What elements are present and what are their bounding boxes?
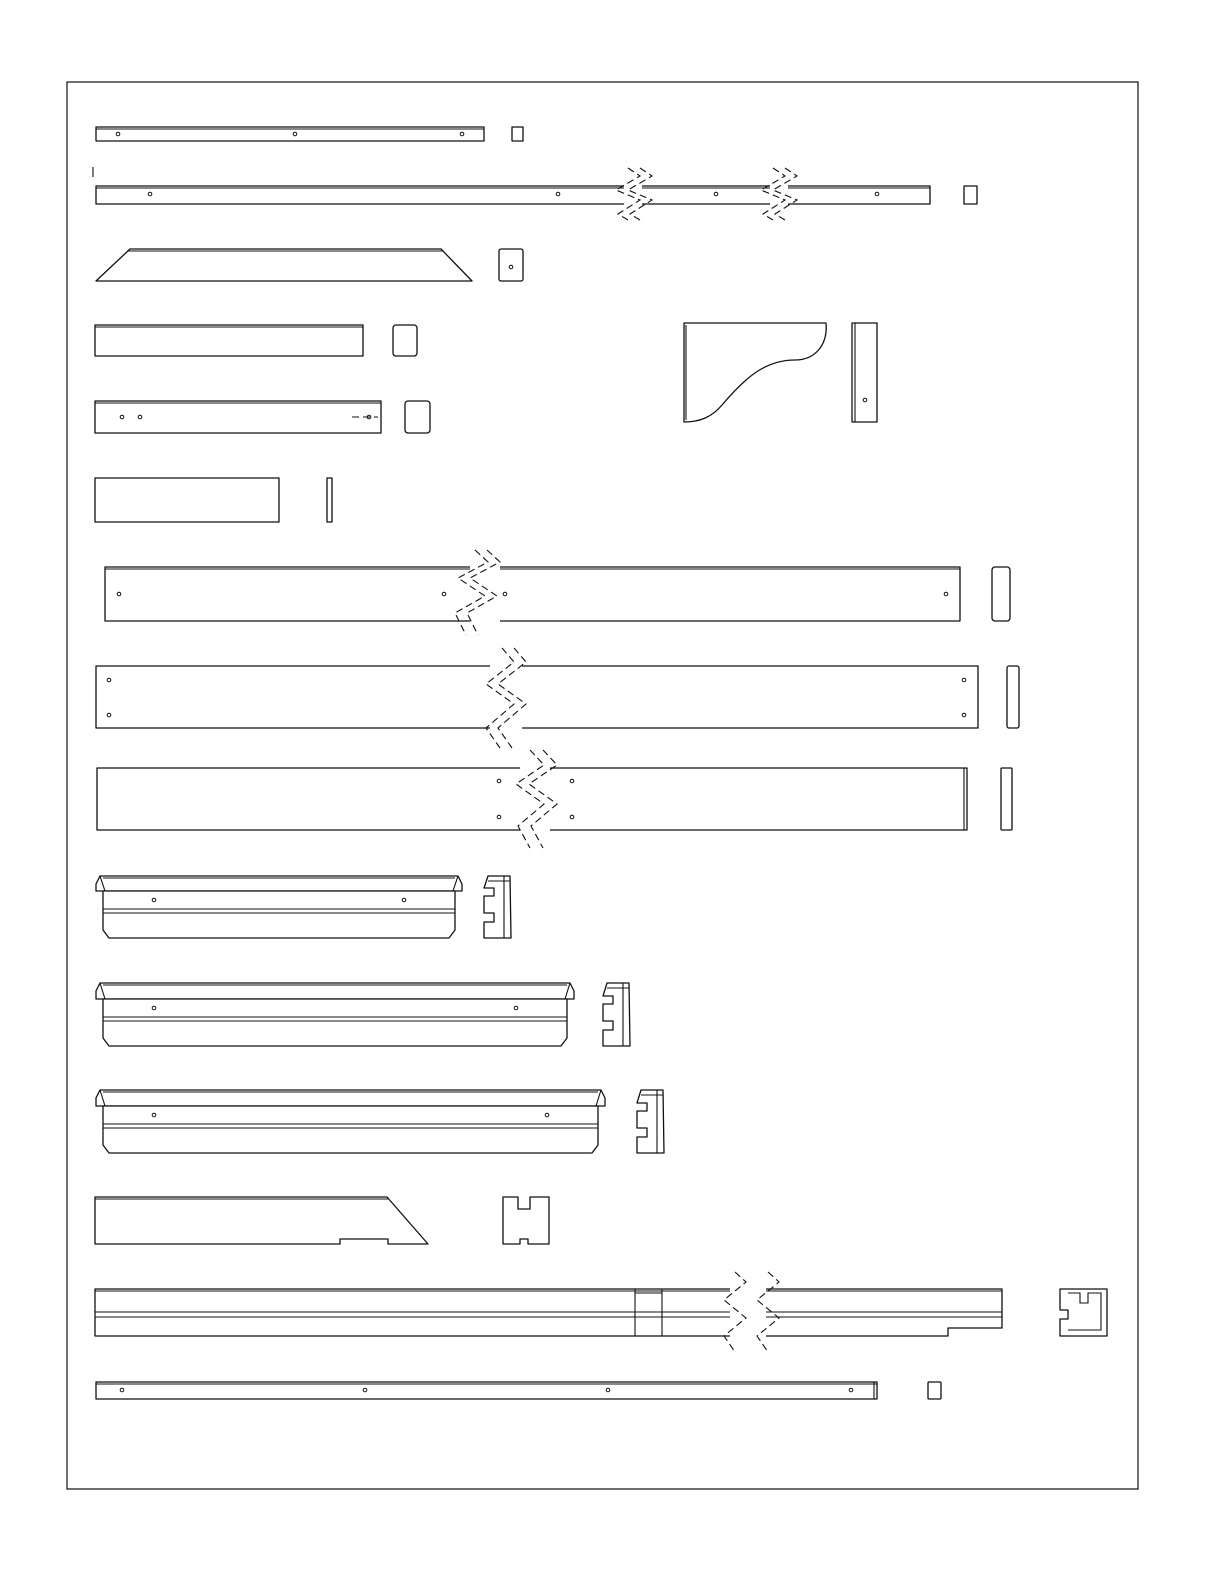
part-drilled-board: [95, 401, 381, 433]
part-grooved-rail-end-view: [1060, 1289, 1107, 1336]
part-corbel-bracket-end-view: [852, 323, 877, 422]
part-long-board-3-end-view: [1001, 768, 1012, 830]
part-cap-rail-1-end-view: [484, 876, 511, 938]
part-plain-board-end-view: [393, 325, 417, 356]
part-trapezoid-board: [96, 249, 472, 281]
part-long-board-2: [96, 648, 978, 748]
part-plain-board: [95, 325, 363, 356]
part-angled-board-end-view: [503, 1197, 549, 1244]
part-long-board-2-end-view: [1007, 666, 1019, 728]
part-trapezoid-board-end-view: [499, 249, 523, 281]
part-bottom-rail: [96, 1382, 877, 1399]
part-cap-rail-2-end-view: [603, 983, 630, 1046]
part-cap-rail-3-end-view: [637, 1090, 664, 1153]
part-grooved-rail: [95, 1272, 1002, 1352]
part-rail-1: [96, 127, 484, 141]
part-long-board-1-end-view: [992, 567, 1010, 621]
part-cap-rail-2: [96, 983, 574, 1046]
part-long-board-1: [105, 550, 960, 635]
part-panel: [95, 478, 279, 522]
part-cap-rail-3: [96, 1090, 605, 1153]
part-drilled-board-end-view: [405, 401, 430, 433]
part-angled-board: [95, 1197, 428, 1244]
part-rail-1-end-view: [512, 127, 523, 141]
part-bottom-rail-end-view: [928, 1382, 941, 1399]
part-corbel-bracket: [684, 323, 826, 422]
part-cap-rail-1: [96, 876, 462, 938]
part-long-board-3: [97, 750, 967, 848]
part-rail-2: [93, 167, 930, 220]
part-rail-2-end-view: [964, 186, 977, 204]
part-panel-end-view: [327, 478, 332, 522]
